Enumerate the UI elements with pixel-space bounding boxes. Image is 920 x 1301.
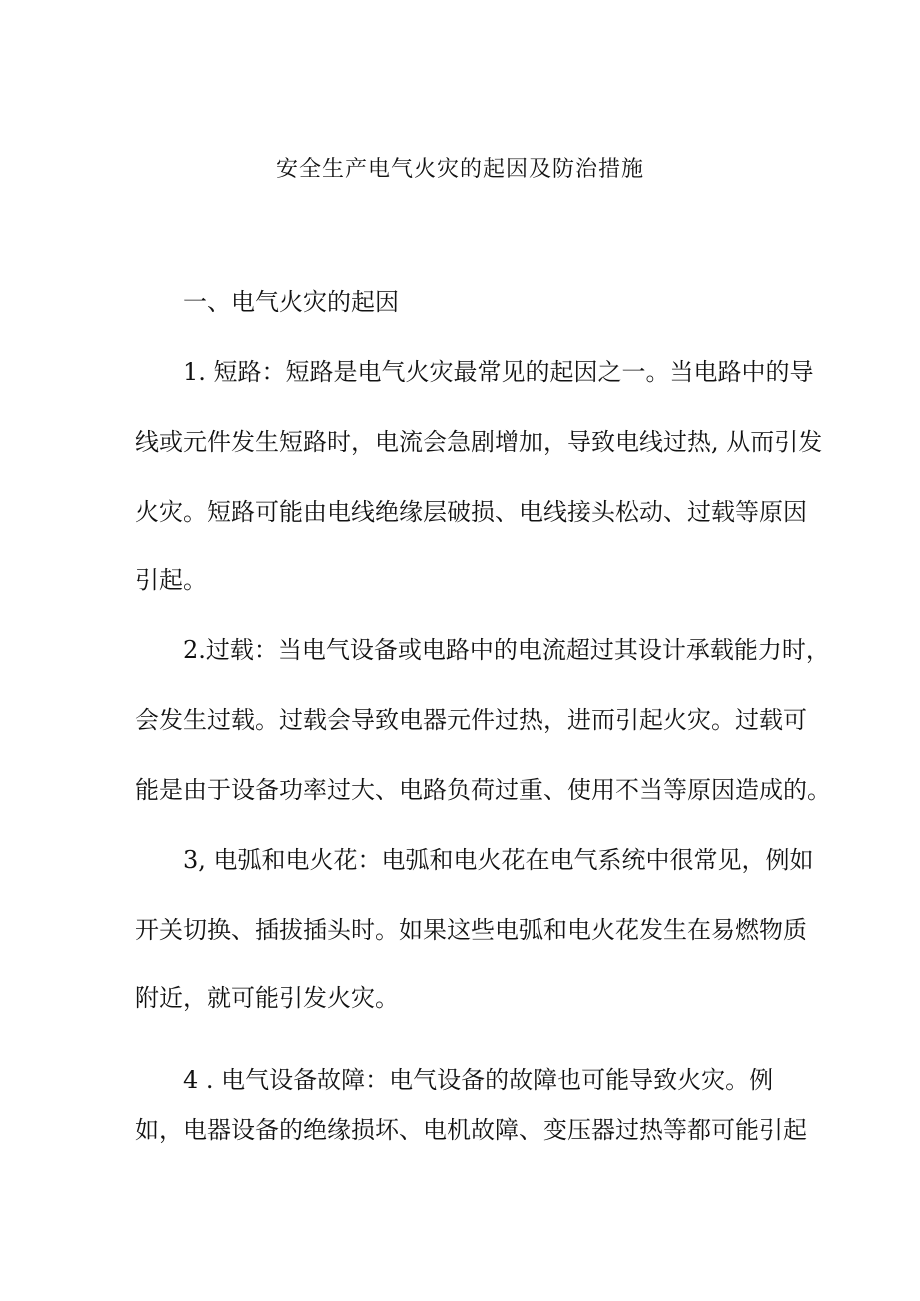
paragraph-line: 2.过载：当电气设备或电路中的电流超过其设计承载能力时，: [183, 636, 830, 664]
paragraph-line: 引起。: [135, 566, 207, 594]
paragraph-line: 3, 电弧和电火花：电弧和电火花在电气系统中很常见，例如: [183, 846, 814, 874]
paragraph-line: 会发生过载。过载会导致电器元件过热，进而引起火灾。过载可: [135, 706, 807, 734]
paragraph-line: 附近，就可能引发火灾。: [135, 984, 399, 1012]
paragraph-line: 火灾。短路可能由电线绝缘层破损、电线接头松动、过载等原因: [135, 498, 807, 526]
document-title: 安全生产电气火灾的起因及防治措施: [275, 157, 644, 182]
paragraph-line: 如，电器设备的绝缘损坏、电机故障、变压器过热等都可能引起: [135, 1116, 807, 1144]
paragraph-line: 1. 短路：短路是电气火灾最常见的起因之一。当电路中的导: [183, 358, 814, 386]
paragraph-line: 4 . 电气设备故障：电气设备的故障也可能导致火灾。例: [183, 1066, 774, 1094]
paragraph-line: 能是由于设备功率过大、电路负荷过重、使用不当等原因造成的。: [135, 776, 831, 804]
paragraph-line: 线或元件发生短路时，电流会急剧增加，导致电线过热, 从而引发: [135, 428, 823, 456]
paragraph-line: 开关切换、插拔插头时。如果这些电弧和电火花发生在易燃物质: [135, 916, 807, 944]
section-heading: 一、电气火灾的起因: [183, 288, 399, 316]
